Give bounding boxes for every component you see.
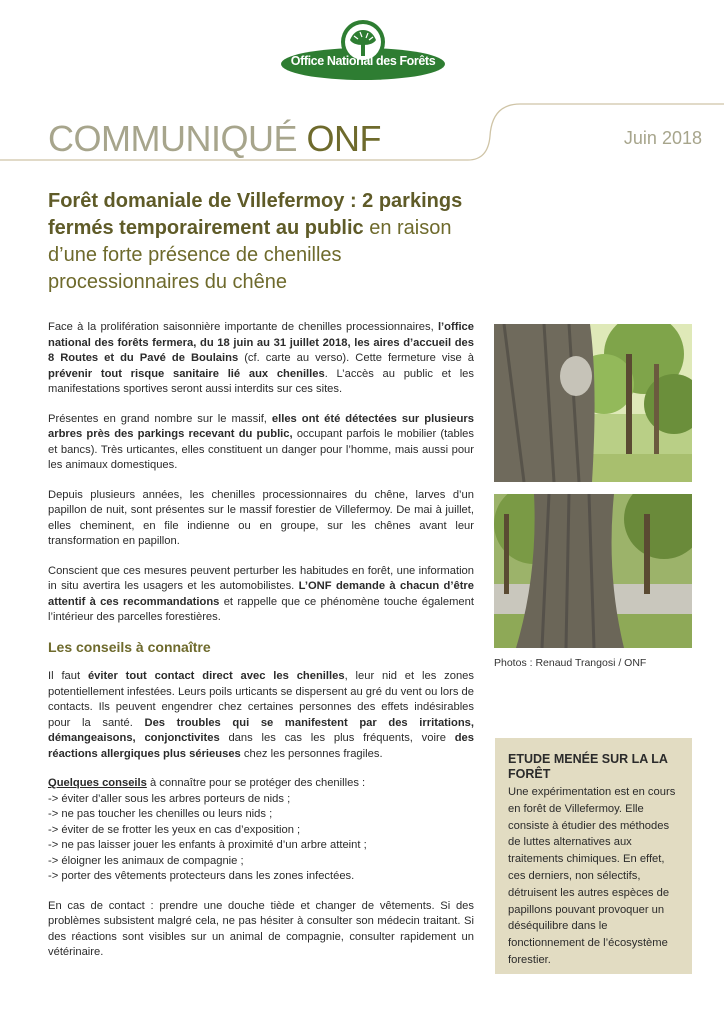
main-text-column (48, 320, 474, 975)
title-onf: ONF (306, 118, 382, 159)
text: , leur nid et les zones potentiellement infestées. Leurs poils urticants se dispersent au gré du vent ou lors de contacts. Ils peuvent engendrer chez certaines personnes des effets indésirables pour la santé. (48, 670, 474, 729)
study-info-box (495, 738, 692, 974)
paragraph-1 (48, 320, 474, 398)
text: Conscient que ces mesures peuvent perturber les habitudes en forêt, une information in situ avertira les usagers et les automobilistes. (48, 564, 474, 592)
section-title: Les conseils à connaître (48, 638, 211, 655)
headline-bold: Forêt domaniale de Villefermoy : 2 parkings fermés temporairement au public (48, 190, 463, 239)
list-item: -> éviter d’aller sous les arbres porteurs de nids ; (48, 792, 291, 805)
advice-intro-rest: à connaître pour se protéger des chenilles : (146, 777, 366, 789)
text-bold: L’ONF demande à chacun d’être attentif à ces recommandations (48, 580, 475, 608)
photo-oak-trunk-road (494, 494, 692, 648)
advice-intro-bold: Quelques conseils (48, 777, 147, 789)
text: occupant parfois le mobilier (tables et bancs). Très urticantes, elles constituent un danger pour l’homme, mais aussi pour les animaux domestiques. (48, 428, 475, 471)
headline (48, 188, 498, 296)
list-item: -> éloigner les animaux de compagnie ; (48, 854, 244, 867)
text: . L’accès au public et les manifestations sportives seront aussi interdits sur ces sites. (48, 367, 474, 395)
logo-text: Office National des Forêts (290, 54, 436, 68)
photo-oak-trunk-forest (494, 324, 692, 482)
photo-credit: Photos : Renaud Trangosi / ONF (494, 657, 647, 669)
onf-logo (280, 20, 446, 82)
text: dans les cas les plus fréquents, voire (219, 732, 455, 744)
page-title (48, 118, 381, 160)
list-item: -> ne pas laisser jouer les enfants à proximité d’un arbre atteint ; (48, 839, 367, 851)
paragraph-5 (48, 669, 474, 762)
text-bold: Des troubles qui se manifestent par des irritations, démangeaisons, conjonctivites (48, 716, 474, 744)
text-bold: prévenir tout risque sanitaire lié aux chenilles (48, 367, 325, 380)
text-bold: éviter tout contact direct avec les chenilles (87, 670, 345, 682)
list-item: -> éviter de se frotter les yeux en cas d’exposition ; (48, 823, 301, 836)
text: Face à la prolifération saisonnière importante de chenilles processionnaires, (48, 321, 438, 333)
text: (cf. carte au verso). Cette fermeture vise à (238, 352, 475, 364)
box-text: Une expérimentation est en cours en forêt de Villefermoy. Elle consiste à étudier des méthodes de luttes alternatives aux traitements chimiques. En effet, ces derniers, non sélectifs, détruisent les autres espèces de papillons pouvant provoquer un déséquilibre dans le fonctionnement de l’écosystème forestier. (508, 786, 676, 966)
text-bold: elles ont été détectées sur plusieurs arbres près des parkings recevant du public, (48, 412, 474, 440)
release-date: Juin 2018 (623, 128, 702, 148)
paragraph-4 (48, 564, 474, 626)
text: chez les personnes fragiles. (240, 747, 383, 760)
text: et rappelle que ce phénomène touche également l’intérieur des parcelles forestières. (48, 595, 474, 623)
paragraph-2 (48, 412, 474, 474)
list-item: -> ne pas toucher les chenilles ou leurs nids ; (48, 808, 273, 820)
text: Présentes en grand nombre sur le massif, (48, 412, 272, 425)
text-bold: des réactions allergiques plus sérieuses (48, 732, 474, 760)
paragraph-3: Depuis plusieurs années, les chenilles processionnaires du chêne, larves d’un papillon de nuit, sont présentes sur le massif forestier de Villefermoy. De mai à juillet, elles cheminent, en file indienne ou en groupe, sur les chênes avant leur transformation en papillon. (48, 488, 474, 547)
headline-rest: en raison d’une forte présence de chenilles processionnaires du chêne (48, 217, 452, 293)
advice-intro (48, 776, 474, 792)
text-bold: l’office national des forêts fermera, du 18 juin au 31 juillet 2018, les aires d’accueil des 8 Routes et du Pavé de Boulains (48, 321, 474, 364)
advice-list (48, 776, 474, 885)
oak-tree-icon (280, 20, 446, 82)
paragraph-6: En cas de contact : prendre une douche tiède et changer de vêtements. Si des problèmes subsistent malgré cela, ne pas hésiter à consulter son médecin traitant. Si des réactions sont visibles sur un animal de compagnie, consulter rapidement un vétérinaire. (48, 899, 474, 958)
title-communique: COMMUNIQUÉ (48, 118, 297, 159)
box-title: ETUDE MENÉE SUR LA LA FORÊT (508, 752, 668, 781)
text: Il faut (48, 670, 88, 682)
list-item: -> porter des vêtements protecteurs dans les zones infectées. (48, 870, 355, 882)
